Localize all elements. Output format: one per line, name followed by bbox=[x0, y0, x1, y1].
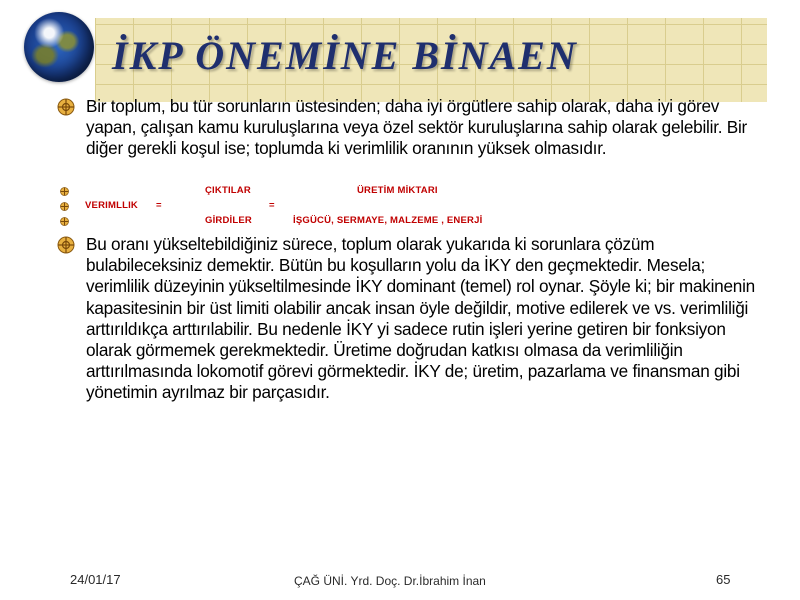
crosshair-bullet-icon bbox=[57, 98, 75, 116]
paragraph-text: Bu oranı yükseltebildiğiniz sürece, toplum olarak yukarıda ki sorunlara çözüm bulabileceksiniz demektir. Bütün bu koşulların yolu da İKY den geçmektedir. Mesela; verimlilik düzeyinin yükseltilmesinde İKY dominant (temel) rol oynar. Şöyle ki; bir makinenin kapasitesinin bir üst limiti olabilir ancak insan öyle değildir, motive edilerek ve vs. verimliliği arttırıldıkça arttırılabilir. Bu nedenle İKY yi sadece rutin işleri yerine getiren bir fonksiyon olarak görmemek gerekmektedir. Üretime doğrudan katkısı olmasa da verimliliğin arttırılmasında lokomotif görevi görmektedir. İKY de; üretim, pazarlama ve finansman gibi yönetimin ayrılmaz bir parçasıdır. bbox=[86, 234, 755, 403]
formula-inputs: GİRDİLER bbox=[205, 215, 252, 226]
crosshair-bullet-icon bbox=[57, 236, 75, 254]
footer-author: ÇAĞ ÜNİ. Yrd. Doç. Dr.İbrahim İnan bbox=[294, 574, 486, 588]
formula-production-amount: ÜRETİM MİKTARI bbox=[357, 185, 438, 196]
formula-equals-2: = bbox=[269, 200, 275, 211]
crosshair-bullet-icon bbox=[60, 202, 69, 211]
formula-productivity-label: VERIMLLIK bbox=[85, 200, 138, 211]
formula-row-outputs bbox=[60, 185, 620, 199]
globe-icon bbox=[24, 12, 94, 82]
formula-equals-1: = bbox=[156, 200, 162, 211]
crosshair-bullet-icon bbox=[60, 187, 69, 196]
slide-title: İKP ÖNEMİNE BİNAEN bbox=[112, 33, 578, 78]
footer-date: 24/01/17 bbox=[70, 572, 121, 587]
formula-resources: İŞGÜCÜ, SERMAYE, MALZEME , ENERJİ bbox=[293, 215, 483, 226]
paragraph-text: Bir toplum, bu tür sorunların üstesinden; daha iyi örgütlere sahip olarak, daha iyi görev yapan, çalışan kamu kuruluşlarına veya özel sektör kuruluşlarına sahip olarak gelebilir. Bir diğer gerekli koşul ise; toplumda ki verimlilik oranının yüksek olmasıdır. bbox=[86, 96, 748, 159]
bullet-paragraph-2 bbox=[57, 234, 757, 404]
crosshair-bullet-icon bbox=[60, 217, 69, 226]
bullet-paragraph-1 bbox=[57, 96, 757, 160]
formula-row-productivity bbox=[60, 200, 620, 214]
formula-outputs: ÇIKTILAR bbox=[205, 185, 251, 196]
footer-page-number: 65 bbox=[716, 572, 731, 587]
formula-row-inputs bbox=[60, 215, 620, 229]
